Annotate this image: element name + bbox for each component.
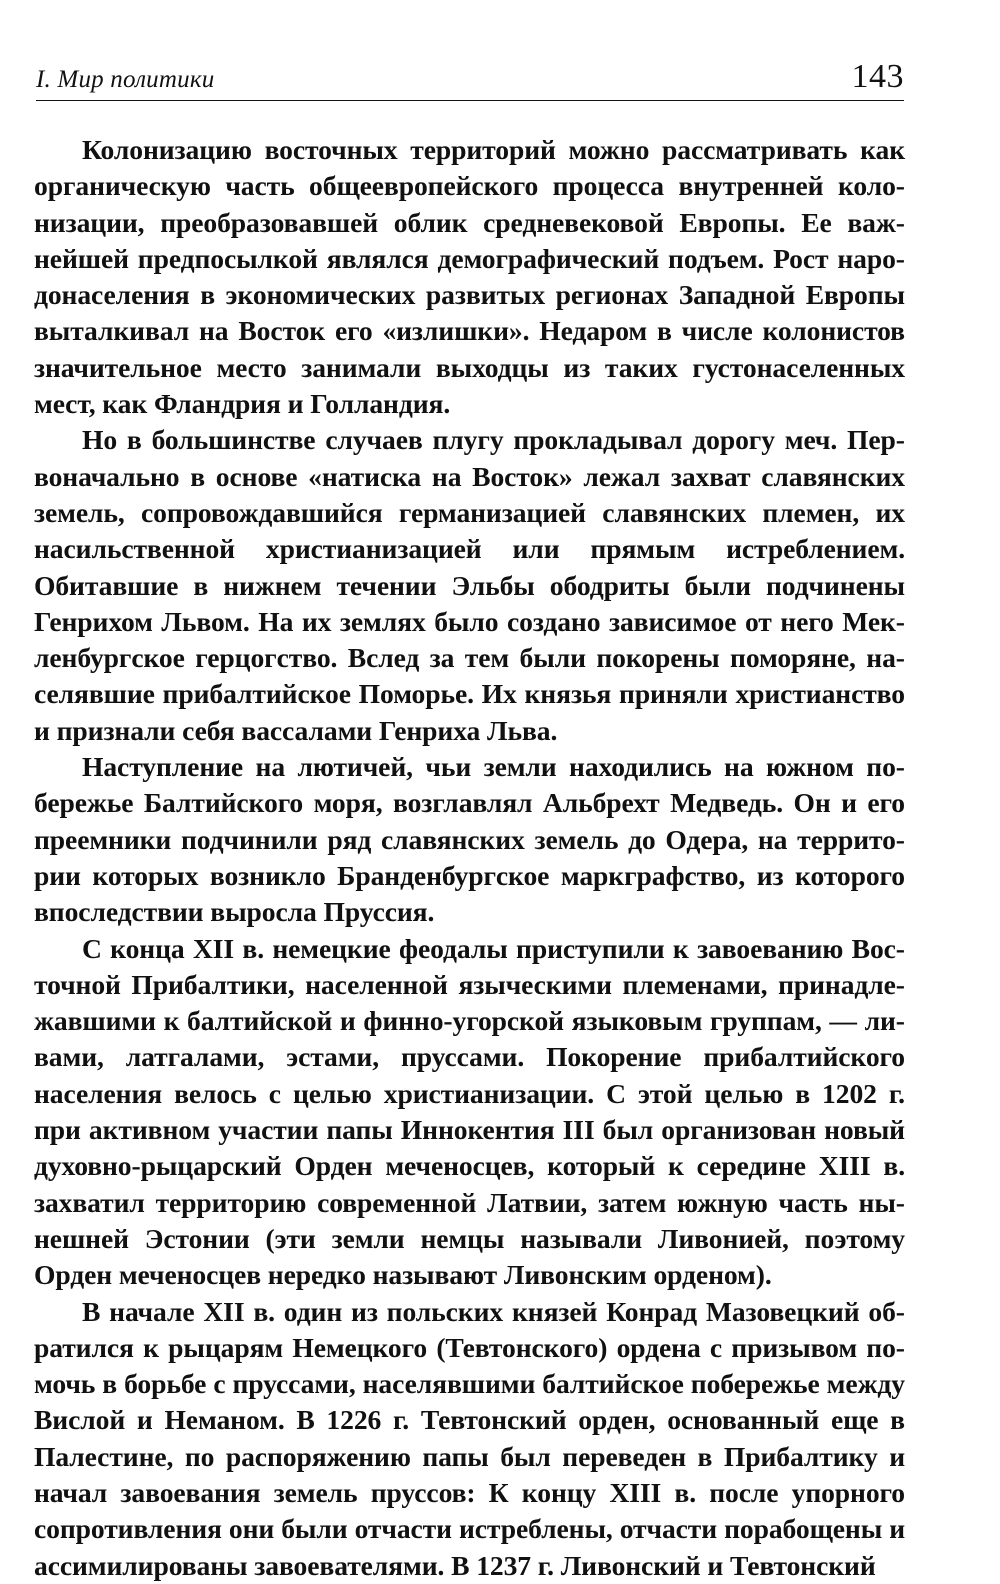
page-number: 143: [851, 58, 904, 95]
paragraph: Но в большинстве случаев плугу прокладывал дорогу меч. Первоначально в основе «натиска на Восток» лежал захват славянских земель, сопровождавшийся германизацией славянских племен, их насильственной христианизацией или прямым истреблением. Обитавшие в нижнем течении Эльбы ободриты были подчинены Генрихом Львом. На их землях было создано зависимое от него Мекленбургское герцогство. Вслед за тем были покорены поморяне, населявшие прибалтийское Поморье. Их князья приняли христианство и признали себя вассалами Генриха Льва.: [34, 424, 905, 746]
running-header: [36, 58, 904, 101]
paragraph: С конца XII в. немецкие феодалы приступили к завоеванию Восточной Прибалтики, населенной языческими племенами, принадлежавшими к балтийской и финно-угорской языковым группам, — ливами, латгалами, эстами, пруссами. Покорение прибалтийского населения велось с целью христианизации. С этой целью в 1202 г. при активном участии папы Иннокентия III был организован новый духовно-рыцарский Орден меченосцев, который к середине XIII в. захватил территорию современной Латвии, затем южную часть нынешней Эстонии (эти земли немцы называли Ливонией, поэтому Орден меченосцев нередко называют Ливонским орденом).: [34, 932, 905, 1291]
paragraph: Наступление на лютичей, чьи земли находились на южном побережье Балтийского моря, возглавлял Альбрехт Медведь. Он и его преемники подчинили ряд славянских земель до Одера, на территории которых возникло Бранденбургское маркграфство, из которого впоследствии выросла Пруссия.: [34, 751, 905, 928]
paragraph: В начале XII в. один из польских князей Конрад Мазовецкий обратился к рыцарям Немецкого (Тевтонского) ордена с призывом помочь в борьбе с пруссами, населявшими балтийское побережье между Вислой и Неманом. В 1226 г. Тевтонский орден, основанный еще в Палестине, по распоряжению папы был переведен в Прибалтику и начал завоевания земель пруссов: К концу XIII в. после упорного сопротивления они были отчасти истреблены, отчасти порабощены и ассимилированы завоевателями. В 1237 г. Ливонский и Тевтонский: [34, 1295, 905, 1581]
body-text: [34, 132, 905, 1584]
paragraph: Колонизацию восточных территорий можно рассматривать как органическую часть общеевропейского процесса внутренней колонизации, преобразовавшей облик средневековой Европы. Ее важнейшей предпосылкой являлся демографический подъем. Рост народонаселения в экономических развитых регионах Западной Европы выталкивал на Восток его «излишки». Недаром в числе колонистов значительное место занимали выходцы из таких густонаселенных мест, как Фландрия и Голландия.: [34, 134, 905, 420]
section-title: I. Мир политики: [36, 66, 215, 93]
